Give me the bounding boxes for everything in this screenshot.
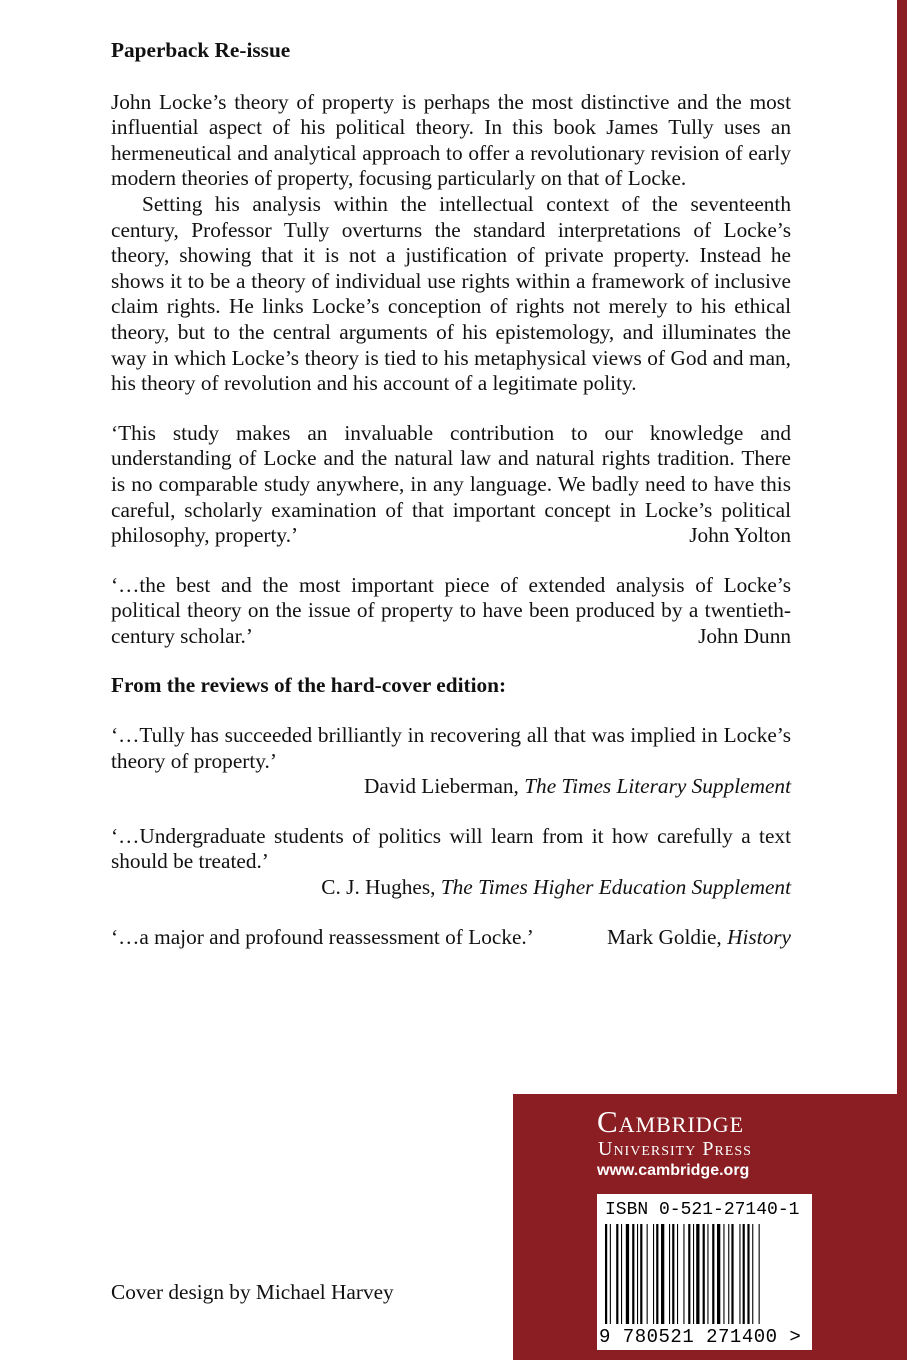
blurb-paragraph-2: Setting his analysis within the intellectual context of the seventeenth century, Professor Tully overturns the standard interpretations of Locke’s theory, showing that it is not a justification of private property. Instead he shows it to be a theory of individual use rights within a framework of inclusive claim rights. He links Locke’s conception of rights not merely to his ethical theory, but to the central arguments of his epistemology, and illuminates the way in which Locke’s theory is tied to his metaphysical views of God and man, his theory of revolution and his account of a legitimate polity. — [111, 191, 791, 396]
review-goldie: ‘…a major and profound reassessment of Locke.’ Mark Goldie, History — [111, 924, 791, 949]
isbn-number: ISBN 0-521-27140-1 — [605, 1200, 800, 1220]
barcode-icon — [605, 1224, 805, 1324]
review-attribution: C. J. Hughes, The Times Higher Education Supplement — [321, 875, 791, 900]
publisher-panel — [513, 1094, 907, 1360]
quote-author: John Yolton — [689, 523, 791, 548]
quote-yolton — [111, 421, 791, 549]
blurb-paragraph-1: John Locke’s theory of property is perhaps the most distinctive and the most influential aspect of his political theory. In this book James Tully uses an hermeneutical and analytical approach to offer a revolutionary revision of early modern theories of property, focusing particularly on that of Locke. — [111, 89, 791, 191]
quote-author: John Dunn — [698, 623, 791, 648]
review-hughes: ‘…Undergraduate students of politics will learn from it how carefully a text should be treated.’ — [111, 823, 791, 874]
quote-text: ‘…the best and the most important piece of extended analysis of Locke’s political theory on the issue of property to have been produced by a twentieth-century scholar.’ — [111, 572, 791, 648]
cover-design-credit: Cover design by Michael Harvey — [111, 1280, 394, 1304]
publisher-press: University Press — [598, 1138, 752, 1160]
review-attribution: David Lieberman, The Times Literary Supplement — [363, 774, 791, 799]
ean-number: 9 780521 271400 > — [599, 1326, 802, 1348]
publisher-name: Cambridge — [597, 1104, 745, 1139]
barcode-box — [597, 1194, 812, 1350]
reviews-heading: From the reviews of the hard-cover edition: — [111, 673, 507, 698]
back-cover-text — [111, 38, 791, 950]
quote-dunn — [111, 573, 791, 650]
reissue-heading: Paperback Re-issue — [111, 38, 291, 62]
publisher-url: www.cambridge.org — [597, 1162, 750, 1179]
review-lieberman: ‘…Tully has succeeded brilliantly in recovering all that was implied in Locke’s theory of property.’ — [111, 723, 791, 773]
quote-text: ‘This study makes an invaluable contribution to our knowledge and understanding of Locke and the natural law and natural rights tradition. There is no comparable study anywhere, in any language. We badly need to have this careful, scholarly examination of that important concept in Locke’s political philosophy, property.’ — [111, 420, 791, 548]
